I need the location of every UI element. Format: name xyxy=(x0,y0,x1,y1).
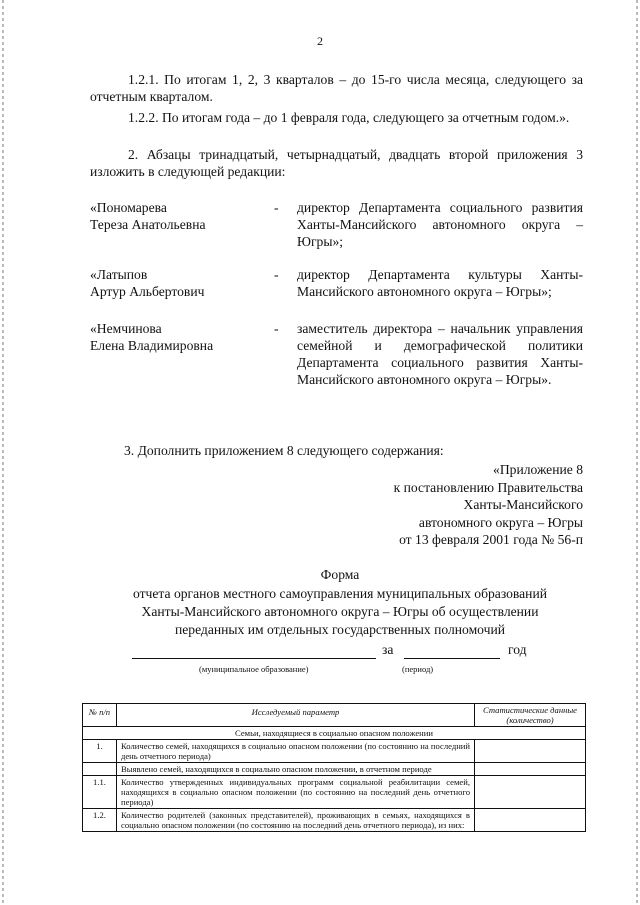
municipality-blank xyxy=(132,645,376,659)
form-subtitle-line: отчета органов местного самоуправления муниципальных образований xyxy=(132,586,548,601)
person-given-names: Тереза Анатольевна xyxy=(90,217,206,232)
person-role: заместитель директора – начальник управления семейной и демографической политики Департамента социального развития Ханты-Мансийского автономного округа – Югры». xyxy=(297,321,583,387)
row-parameter: Количество семей, находящихся в социально опасном положении (по состоянию на последний день отчетного периода) xyxy=(117,740,475,763)
municipality-caption: (муниципальное образование) xyxy=(199,664,309,674)
row-value xyxy=(475,740,586,763)
paragraph-1-2-2: 1.2.2. По итогам года – до 1 февраля года, следующего за отчетным годом.». xyxy=(128,110,570,125)
appendix-line: «Приложение 8 xyxy=(493,462,583,477)
person-role: директор Департамента культуры Ханты-Мансийского автономного округа – Югры»; xyxy=(297,267,583,299)
row-value xyxy=(475,776,586,809)
report-table xyxy=(82,703,586,832)
row-parameter: Выявлено семей, находящихся в социально опасном положении, в отчетном периоде xyxy=(117,763,475,776)
appendix-line: к постановлению Правительства xyxy=(393,479,583,495)
person-surname: «Немчинова xyxy=(90,321,162,336)
form-subtitle-line: переданных им отдельных государственных полномочий xyxy=(174,622,506,637)
period-caption: (период) xyxy=(402,664,434,674)
row-number: 1.1. xyxy=(83,776,117,809)
paragraph-1-2-1: 1.2.1. По итогам 1, 2, 3 кварталов – до 15-го числа месяца, следующего за отчетным кварталом. xyxy=(90,72,583,104)
row-value xyxy=(475,809,586,832)
appendix-line: от 13 февраля 2001 года № 56-п xyxy=(399,532,583,547)
person-dash: - xyxy=(274,321,279,336)
person-name xyxy=(90,320,270,354)
row-value xyxy=(475,763,586,776)
form-subtitle-line: Ханты-Мансийского автономного округа – Югры об осуществлении xyxy=(141,604,539,619)
scan-edge-left xyxy=(2,0,4,905)
appendix-line: автономного округа – Югры xyxy=(418,514,583,530)
row-parameter: Количество утвержденных индивидуальных программ социальной реабилитации семей, находящихся в социально опасном положении (по состоянию на последний день отчетного периода) xyxy=(117,776,475,809)
period-blank xyxy=(404,645,500,659)
row-number xyxy=(83,763,117,776)
paragraph-3: 3. Дополнить приложением 8 следующего содержания: xyxy=(124,443,444,458)
appendix-line: Ханты-Мансийского xyxy=(463,497,583,512)
header-statistics: Статистические данные (количество) xyxy=(475,704,586,727)
person-dash: - xyxy=(274,200,279,215)
table-header-row xyxy=(83,704,586,727)
table-section-row xyxy=(83,727,586,740)
paragraph-2: 2. Абзацы тринадцатый, четырнадцатый, двадцать второй приложения 3 изложить в следующей редакции: xyxy=(90,147,583,179)
table-row xyxy=(83,809,586,832)
header-parameter: Исследуемый параметр xyxy=(117,704,475,727)
page-number: 2 xyxy=(317,34,323,48)
appendix-header xyxy=(394,461,583,549)
header-number: № п/п xyxy=(83,704,117,727)
section-title: Семьи, находящиеся в социально опасном положении xyxy=(83,727,586,740)
person-role: директор Департамента социального развития Ханты-Мансийского автономного округа – Югры»; xyxy=(297,200,583,249)
person-name xyxy=(90,199,270,233)
scan-edge-right xyxy=(636,0,638,905)
row-number: 1. xyxy=(83,740,117,763)
year-label: год xyxy=(508,642,527,657)
person-surname: «Пономарева xyxy=(90,200,167,215)
person-surname: «Латыпов xyxy=(90,267,148,282)
table-row xyxy=(83,763,586,776)
form-title: Форма xyxy=(320,567,360,582)
table-row xyxy=(83,776,586,809)
za-label: за xyxy=(382,642,394,657)
person-dash: - xyxy=(274,267,279,282)
person-name xyxy=(90,266,270,300)
person-given-names: Артур Альбертович xyxy=(90,284,205,299)
form-subtitle xyxy=(70,585,610,639)
row-parameter: Количество родителей (законных представителей), проживающих в семьях, находящихся в социально опасном положении (по состоянию на последний день отчетного периода), из них: xyxy=(117,809,475,832)
row-number: 1.2. xyxy=(83,809,117,832)
person-given-names: Елена Владимировна xyxy=(90,338,214,353)
table-row xyxy=(83,740,586,763)
